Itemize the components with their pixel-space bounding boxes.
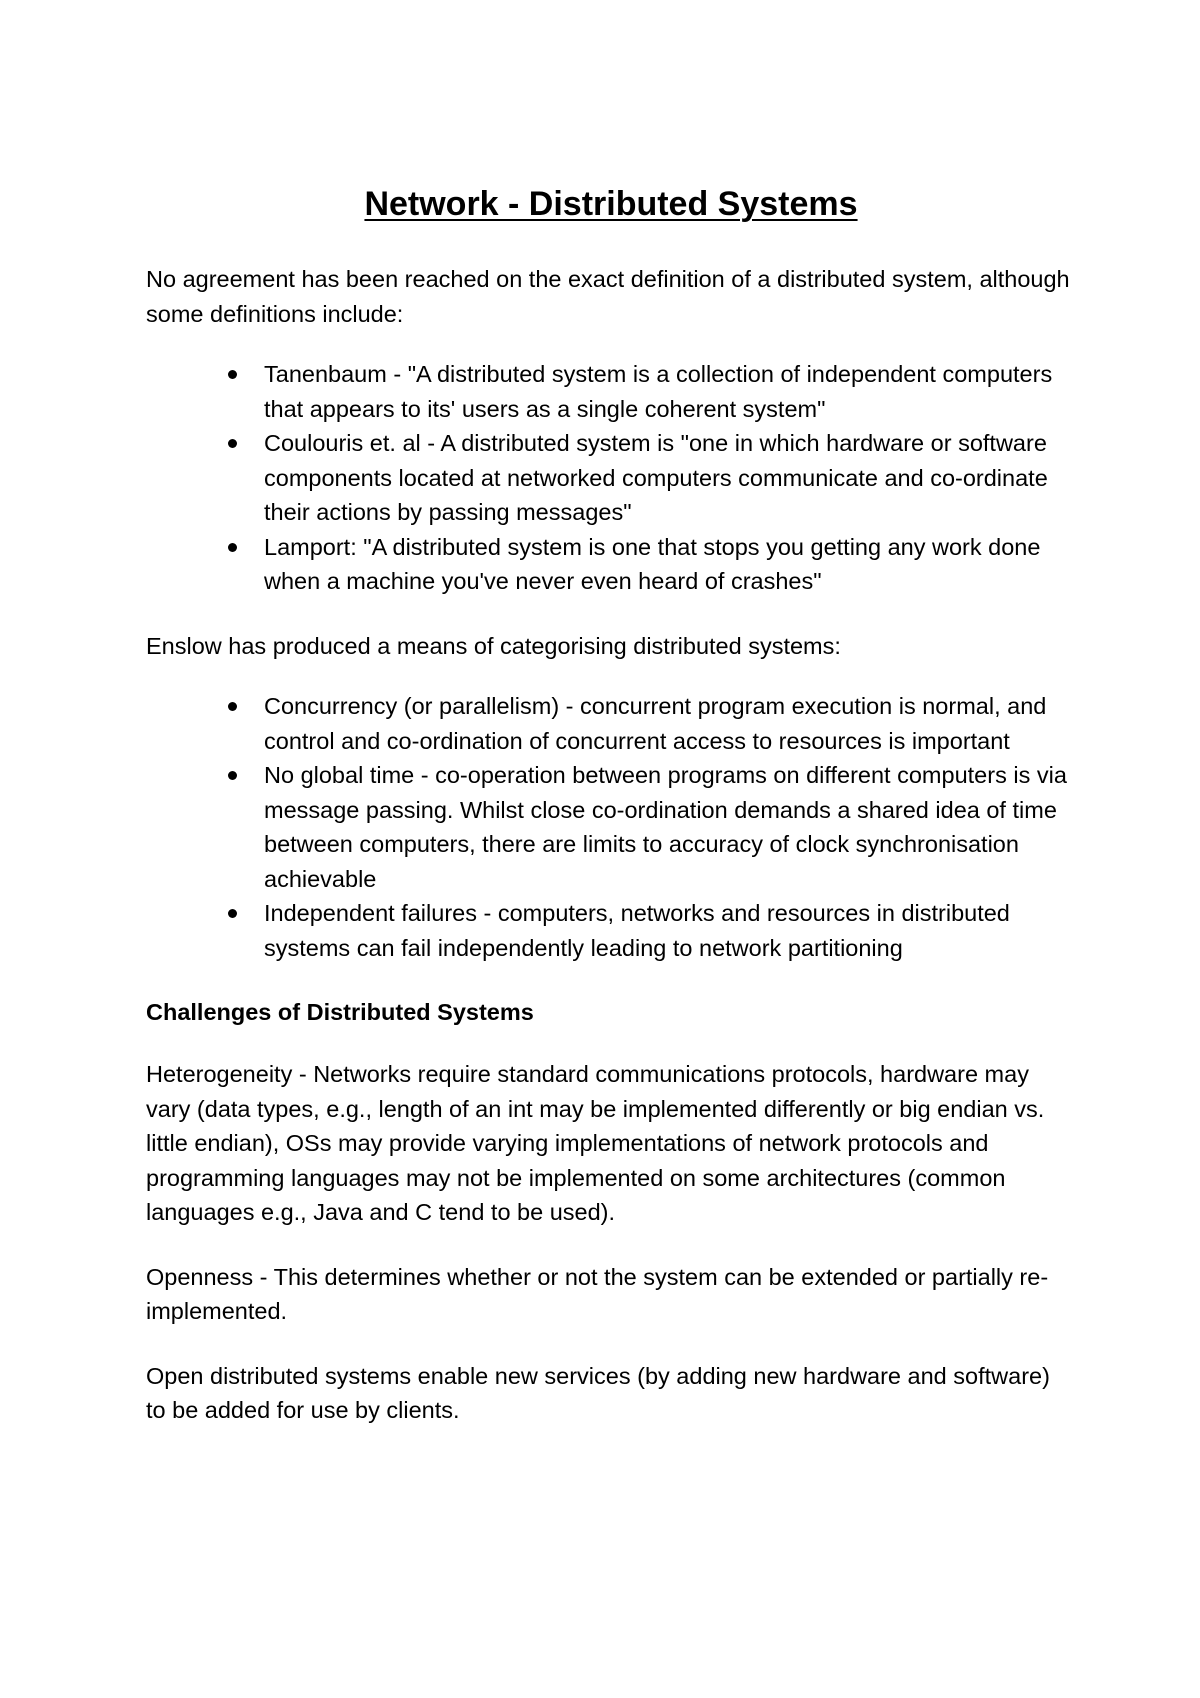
openness-paragraph: Openness - This determines whether or not the system can be extended or partially re-implemented. bbox=[146, 1263, 1049, 1324]
category-text: Independent failures - computers, networks and resources in distributed systems can fail independently leading to network partitioning bbox=[264, 900, 1010, 961]
open-systems-paragraph: Open distributed systems enable new services (by adding new hardware and software) to be added for use by clients. bbox=[146, 1362, 1050, 1423]
category-text: No global time - co-operation between programs on different computers is via message passing. Whilst close co-ordination demands a shared idea of time between computers, there are limits to accuracy of clock synchronisation achievable bbox=[264, 762, 1067, 892]
category-text: Concurrency (or parallelism) - concurrent program execution is normal, and control and co-ordination of concurrent access to resources is important bbox=[264, 693, 1047, 754]
bullet-icon bbox=[228, 543, 237, 552]
definitions-list bbox=[146, 357, 1076, 599]
category-item-independent-failures bbox=[146, 896, 1076, 965]
definition-item-lamport bbox=[146, 530, 1076, 599]
document-body bbox=[146, 180, 1076, 1458]
category-item-concurrency bbox=[146, 689, 1076, 758]
definition-item-coulouris bbox=[146, 426, 1076, 530]
heterogeneity-paragraph: Heterogeneity - Networks require standard communications protocols, hardware may vary (data types, e.g., length of an int may be implemented differently or big endian vs. little endian), OSs may provide varying implementations of network protocols and programming languages may not be implemented on some architectures (common languages e.g., Java and C tend to be used). bbox=[146, 1061, 1045, 1225]
bullet-icon bbox=[228, 702, 237, 711]
definition-text: Coulouris et. al - A distributed system is "one in which hardware or software components located at networked computers communicate and co-ordinate their actions by passing messages" bbox=[264, 430, 1048, 525]
definition-item-tanenbaum bbox=[146, 357, 1076, 426]
bullet-icon bbox=[228, 370, 237, 379]
intro-paragraph: No agreement has been reached on the exact definition of a distributed system, although some definitions include: bbox=[146, 266, 1070, 327]
enslow-paragraph: Enslow has produced a means of categorising distributed systems: bbox=[146, 632, 841, 659]
document-title: Network - Distributed Systems bbox=[364, 185, 858, 223]
bullet-icon bbox=[228, 439, 237, 448]
definition-text: Tanenbaum - "A distributed system is a collection of independent computers that appears to its' users as a single coherent system" bbox=[264, 361, 1053, 422]
bullet-icon bbox=[228, 909, 237, 918]
category-item-no-global-time bbox=[146, 758, 1076, 896]
bullet-icon bbox=[228, 771, 237, 780]
definition-text: Lamport: "A distributed system is one that stops you getting any work done when a machine you've never even heard of crashes" bbox=[264, 533, 1041, 594]
challenges-heading: Challenges of Distributed Systems bbox=[146, 999, 534, 1025]
categories-list bbox=[146, 689, 1076, 965]
